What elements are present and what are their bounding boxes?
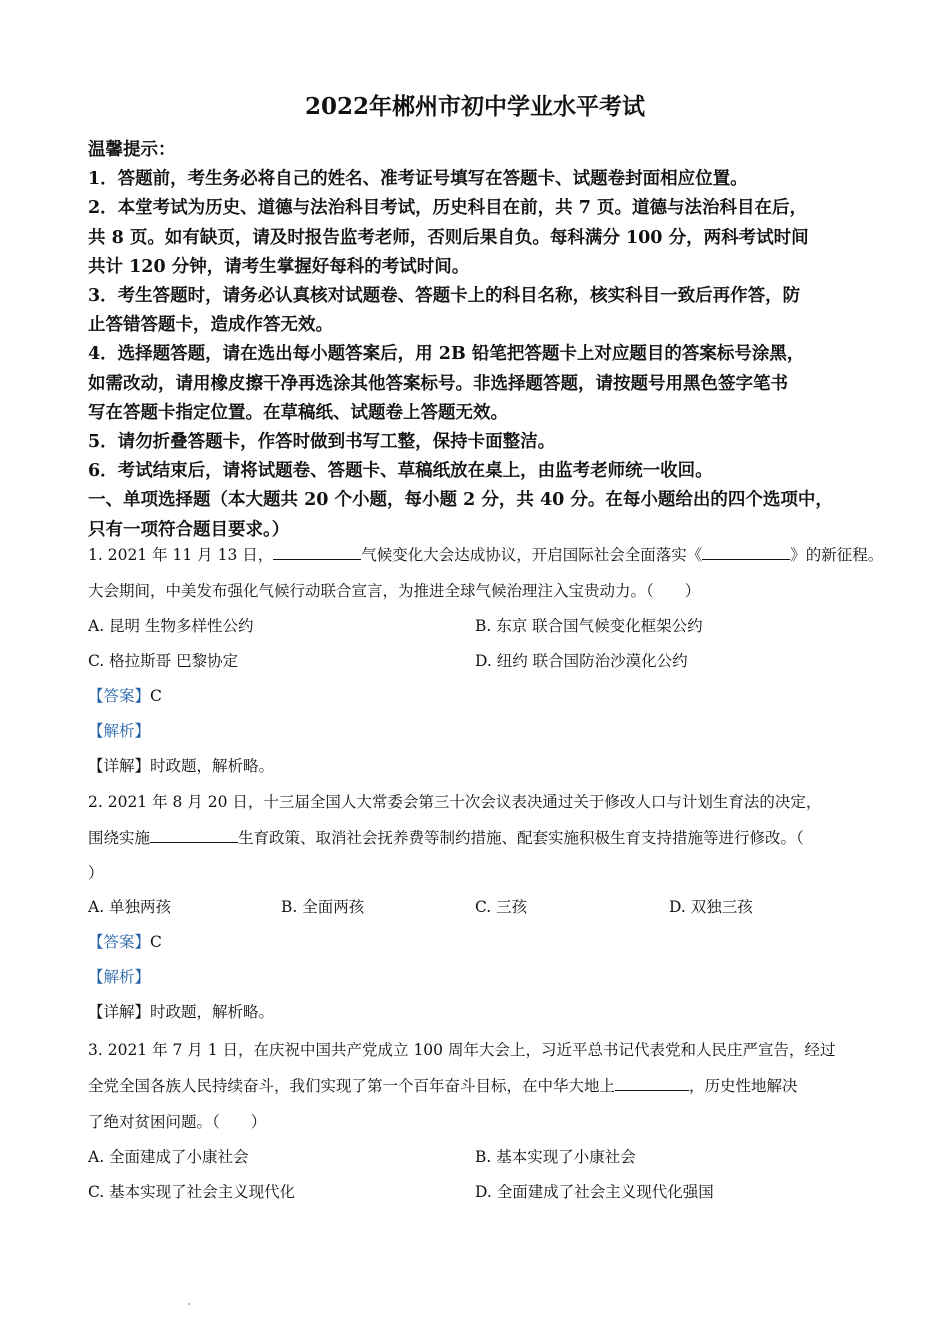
tip-line: 5．请勿折叠答题卡，作答时做到书写工整，保持卡面整洁。	[88, 432, 556, 453]
detail-line: 【详解】时政题，解析略。	[88, 757, 275, 775]
options-row	[88, 644, 874, 679]
page-speck	[188, 1303, 190, 1305]
question-3-line-2	[88, 1068, 874, 1104]
answer-line	[88, 925, 874, 960]
answer-value: C	[150, 933, 162, 951]
answer-label: 【答案】	[88, 687, 151, 705]
question-text: 全党全国各族人民持续奋斗，我们实现了第一个百年奋斗目标，在中华大地上	[88, 1077, 616, 1095]
question-text: 生育政策、取消社会抚养费等制约措施、配套实施积极生育支持措施等进行修改。（	[238, 829, 804, 847]
option-b: B. 基本实现了小康社会	[475, 1148, 636, 1166]
question-3	[88, 1032, 874, 1210]
question-1-line-2: 大会期间，中美发布强化气候行动联合宣言，为推进全球气候治理注入宝贵动力。（ ）	[88, 582, 701, 600]
tip-line: 4．选择题答题，请在选出每小题答案后，用 2B 铅笔把答题卡上对应题目的答案标号涂黑，	[88, 344, 805, 365]
answer-blank	[150, 828, 238, 843]
option-d: D. 全面建成了社会主义现代化强国	[475, 1183, 714, 1201]
question-text: 1. 2021 年 11 月 13 日，	[88, 546, 274, 564]
question-1	[88, 537, 884, 784]
option-b: B. 东京 联合国气候变化框架公约	[475, 617, 703, 635]
question-2	[88, 784, 874, 1030]
analysis-line	[88, 960, 874, 995]
answer-line	[88, 679, 874, 714]
question-1-line-1	[88, 537, 884, 573]
tip-line: 2．本堂考试为历史、道德与法治科目考试，历史科目在前，共 7 页。道德与法治科目在后，	[88, 198, 808, 219]
answer-value: C	[150, 687, 162, 705]
question-2-line-1: 2. 2021 年 8 月 20 日，十三届全国人大常委会第三十次会议表决通过关于修改人口与计划生育法的决定，	[88, 793, 822, 811]
page-title: 2022年郴州市初中学业水平考试	[304, 93, 645, 120]
question-text: 围绕实施	[88, 829, 151, 847]
question-3-line-1: 3. 2021 年 7 月 1 日，在庆祝中国共产党成立 100 周年大会上，习近平总书记代表党和人民庄严宣告，经过	[88, 1041, 836, 1059]
analysis-label: 【解析】	[88, 968, 151, 986]
option-c: C. 基本实现了社会主义现代化	[88, 1183, 296, 1201]
analysis-label: 【解析】	[88, 722, 151, 740]
tip-line: 止答错答题卡，造成作答无效。	[88, 315, 333, 336]
answer-label: 【答案】	[88, 933, 151, 951]
options-row	[88, 609, 874, 644]
tip-line: 共 8 页。如有缺页，请及时报告监考老师，否则后果自负。每科满分 100 分，两科考试时间	[88, 227, 809, 248]
tip-line: 共计 120 分钟，请考生掌握好每科的考试时间。	[88, 256, 470, 277]
detail-line: 【详解】时政题，解析略。	[88, 1003, 275, 1021]
question-text: ，历史性地解决	[689, 1077, 798, 1095]
question-2-line-3: ）	[88, 864, 104, 882]
options-row	[88, 890, 874, 925]
option-b: B. 全面两孩	[281, 898, 365, 916]
question-text: 气候变化大会达成协议，开启国际社会全面落实《	[361, 546, 703, 564]
tip-line: 3．考生答题时，请务必认真核对试题卷、答题卡上的科目名称，核实科目一致后再作答，防	[88, 286, 801, 307]
tip-line: 1．答题前，考生务必将自己的姓名、准考证号填写在答题卡、试题卷封面相应位置。	[88, 169, 748, 190]
answer-blank	[702, 545, 790, 560]
options-row	[88, 1140, 874, 1175]
options-row	[88, 1175, 874, 1210]
tip-line: 写在答题卡指定位置。在草稿纸、试题卷上答题无效。	[88, 402, 508, 423]
question-text: 》的新征程。	[790, 546, 884, 564]
section-heading: 只有一项符合题目要求。）	[88, 519, 290, 540]
question-3-line-3: 了绝对贫困问题。（ ）	[88, 1113, 267, 1131]
tips-section	[88, 136, 868, 545]
question-2-line-2	[88, 820, 874, 856]
option-a: A. 全面建成了小康社会	[88, 1148, 249, 1166]
option-a: A. 昆明 生物多样性公约	[88, 617, 254, 635]
option-d: D. 纽约 联合国防治沙漠化公约	[475, 652, 688, 670]
option-a: A. 单独两孩	[88, 898, 172, 916]
option-c: C. 三孩	[475, 898, 528, 916]
option-c: C. 格拉斯哥 巴黎协定	[88, 652, 239, 670]
answer-blank	[273, 545, 361, 560]
option-d: D. 双独三孩	[669, 898, 753, 916]
tip-line: 如需改动，请用橡皮擦干净再选涂其他答案标号。非选择题答题，请按题号用黑色签字笔书	[88, 373, 788, 394]
section-heading: 一、单项选择题（本大题共 20 个小题，每小题 2 分，共 40 分。在每小题给出的四个选项中，	[88, 490, 833, 511]
answer-blank	[615, 1076, 689, 1091]
tips-header: 温馨提示：	[88, 140, 176, 160]
analysis-line	[88, 714, 874, 749]
tip-line: 6．考试结束后，请将试题卷、答题卡、草稿纸放在桌上，由监考老师统一收回。	[88, 461, 713, 482]
